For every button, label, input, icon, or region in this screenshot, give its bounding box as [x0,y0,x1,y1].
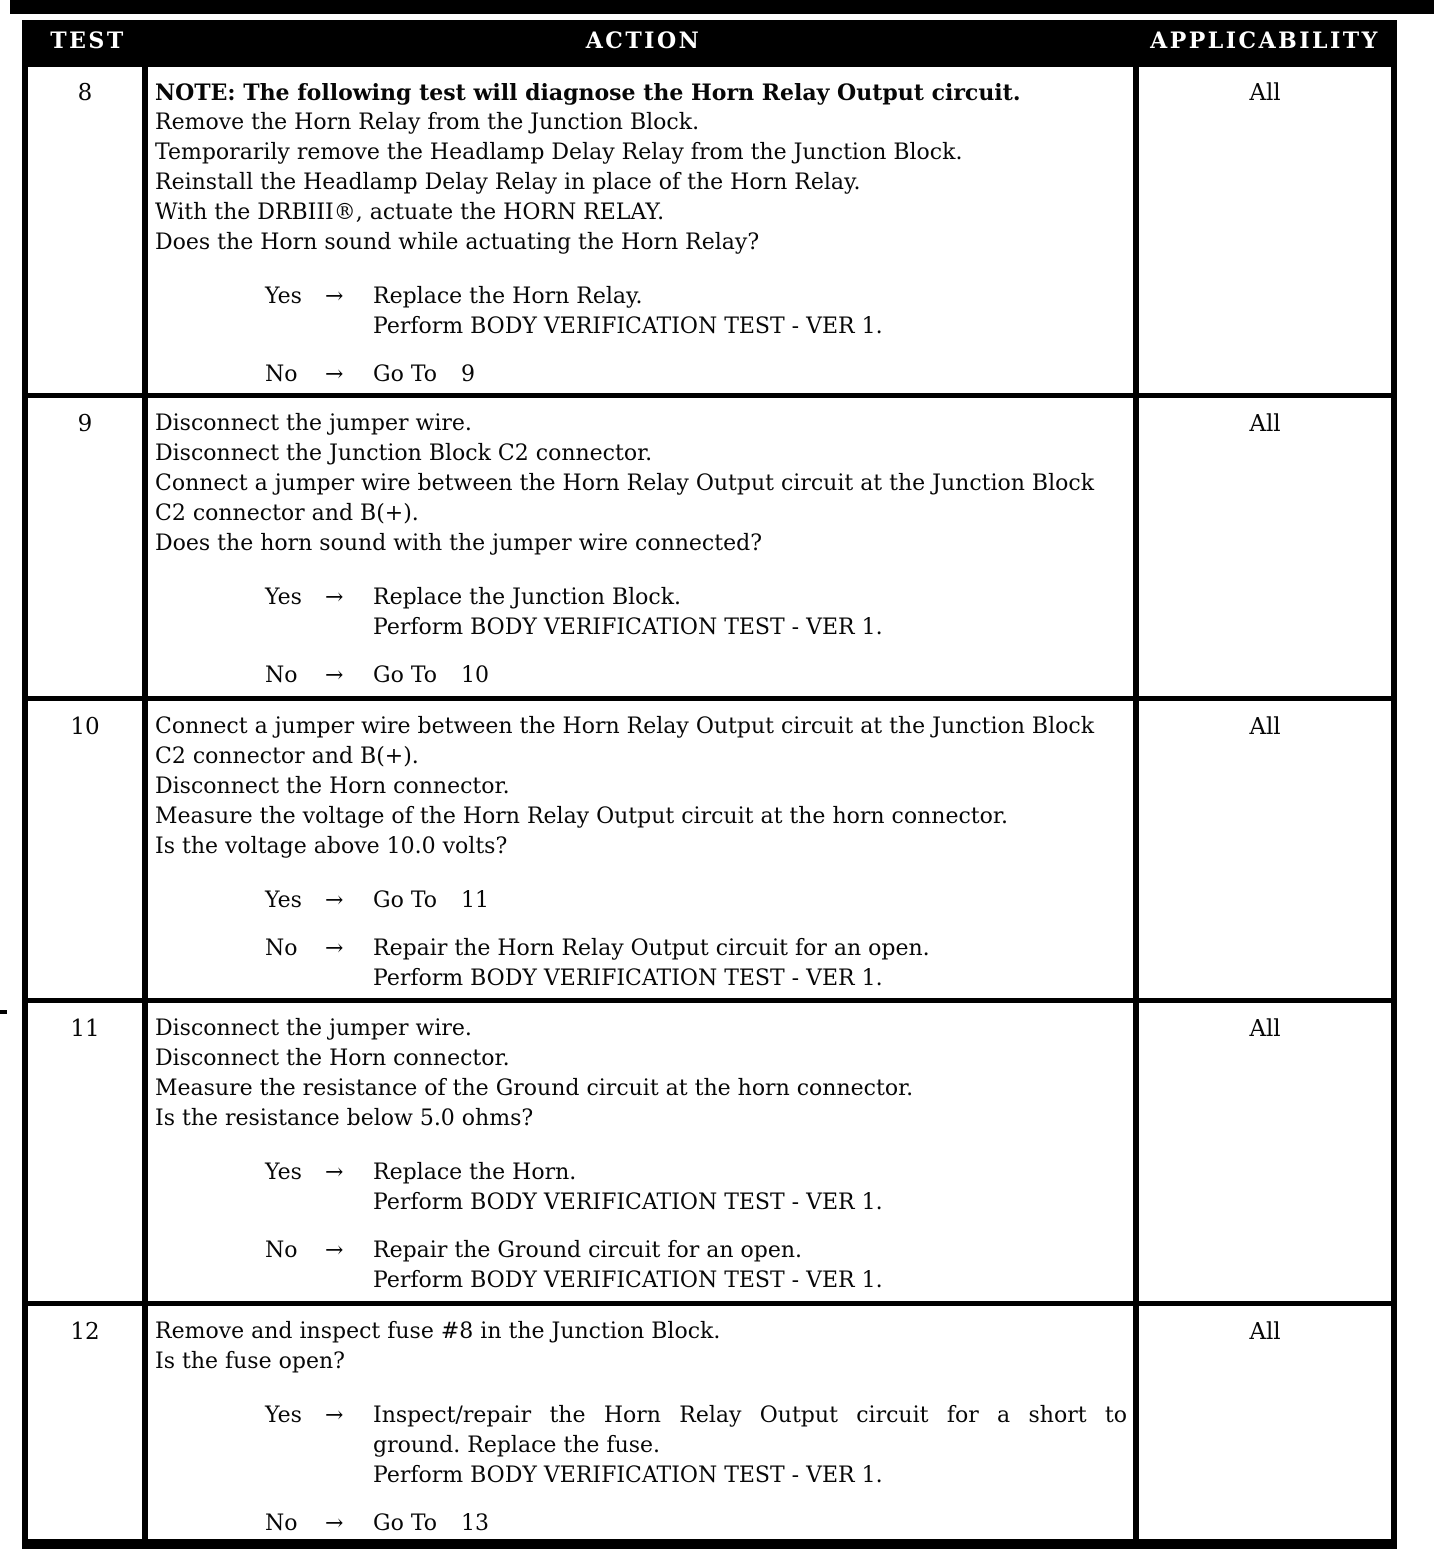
table-row-test-10 [28,696,1391,998]
action-step: Connect a jumper wire between the Horn Relay Output circuit at the Junction Block [155,714,1095,739]
answer-result [373,886,1127,916]
answer-result [373,661,1127,691]
action-step: Disconnect the Junction Block C2 connector. [155,441,653,466]
answer-result [373,360,1127,390]
action-step: Measure the resistance of the Ground circuit at the horn connector. [155,1076,914,1101]
arrow-right-icon: → [325,888,344,913]
result-line: Perform BODY VERIFICATION TEST - VER 1. [373,1268,883,1293]
no-branch [265,661,1127,691]
yes-branch [265,282,1127,342]
test-number: 9 [28,398,148,696]
yes-branch [265,1158,1127,1218]
goto-target: 11 [461,888,490,913]
goto-line [373,1509,1127,1539]
action-step: Is the fuse open? [155,1349,345,1374]
action-step: Connect a jumper wire between the Horn Relay Output circuit at the Junction Block [155,471,1095,496]
arrow-right-icon: → [325,663,344,688]
action-step: Disconnect the Horn connector. [155,774,510,799]
header-test: TEST [50,28,126,54]
no-branch [265,360,1127,390]
goto-label: Go To [373,663,438,688]
action-step: Disconnect the jumper wire. [155,1016,472,1041]
diagnostic-test-table [22,20,1397,1549]
result-line: Repair the Horn Relay Output circuit for an open. [373,936,930,961]
arrow-right-icon: → [325,362,344,387]
answer-label: No [265,936,298,961]
result-line: Perform BODY VERIFICATION TEST - VER 1. [373,314,883,339]
no-branch [265,1236,1127,1296]
action-step: Disconnect the jumper wire. [155,411,472,436]
result-line: Repair the Ground circuit for an open. [373,1238,803,1263]
goto-line [373,360,1127,390]
action-step: Temporarily remove the Headlamp Delay Relay from the Junction Block. [155,140,963,165]
action-step: Remove and inspect fuse #8 in the Junction Block. [155,1319,721,1344]
result-line: Replace the Horn Relay. [373,284,643,309]
goto-line [373,886,1127,916]
answer-result [373,282,1127,342]
action-step: Is the voltage above 10.0 volts? [155,834,508,859]
answer-label: No [265,1511,298,1536]
applicability-value: All [1249,1319,1281,1345]
yes-branch [265,1401,1127,1491]
action-cell [148,1306,1139,1539]
header-action: ACTION [585,28,702,54]
yes-branch [265,886,1127,916]
action-step: Measure the voltage of the Horn Relay Output circuit at the horn connector. [155,804,1008,829]
goto-target: 9 [461,362,476,387]
applicability-value: All [1249,80,1281,106]
action-step: Does the Horn sound while actuating the Horn Relay? [155,230,760,255]
result-line: Perform BODY VERIFICATION TEST - VER 1. [373,1190,883,1215]
answer-label: Yes [265,585,302,610]
scan-noise-top-bar [10,0,1434,14]
action-step: With the DRBIII®, actuate the HORN RELAY. [155,200,665,225]
action-step: C2 connector and B(+). [155,744,419,769]
action-step: Is the resistance below 5.0 ohms? [155,1106,534,1131]
action-step: Reinstall the Headlamp Delay Relay in place of the Horn Relay. [155,170,861,195]
arrow-right-icon: → [325,1238,344,1263]
action-step: C2 connector and B(+). [155,501,419,526]
table-row-test-8 [28,62,1391,393]
arrow-right-icon: → [325,585,344,610]
action-cell [148,398,1139,696]
applicability-value: All [1249,411,1281,437]
arrow-right-icon: → [325,1160,344,1185]
test-number: 12 [28,1306,148,1539]
goto-target: 13 [461,1511,490,1536]
action-step: Disconnect the Horn connector. [155,1046,510,1071]
scan-noise-speck [0,1010,7,1014]
answer-result [373,583,1127,643]
action-note: NOTE: The following test will diagnose the Horn Relay Output circuit. [155,80,1021,106]
result-line: Replace the Junction Block. [373,585,682,610]
answer-result [373,1236,1127,1296]
result-line: Perform BODY VERIFICATION TEST - VER 1. [373,1463,883,1488]
answer-result [373,1401,1127,1491]
action-cell [148,1003,1139,1301]
result-line: Inspect/repair the Horn Relay Output circuit for a short to [373,1403,1127,1428]
table-row-test-9 [28,393,1391,696]
answer-label: Yes [265,284,302,309]
result-line: ground. Replace the fuse. [373,1433,661,1458]
arrow-right-icon: → [325,1403,344,1428]
result-line: Perform BODY VERIFICATION TEST - VER 1. [373,615,883,640]
result-line: Replace the Horn. [373,1160,577,1185]
table-row-test-12 [28,1301,1391,1539]
action-cell [148,67,1139,393]
test-number: 10 [28,701,148,998]
table-row-test-11 [28,998,1391,1301]
goto-target: 10 [461,663,490,688]
result-line: Perform BODY VERIFICATION TEST - VER 1. [373,966,883,991]
action-step: Remove the Horn Relay from the Junction Block. [155,110,700,135]
answer-label: Yes [265,1160,302,1185]
answer-label: Yes [265,888,302,913]
applicability-value: All [1249,1016,1281,1042]
answer-result [373,1509,1127,1539]
test-number: 8 [28,67,148,393]
answer-label: No [265,1238,298,1263]
table-header-row [28,20,1391,62]
answer-result [373,934,1127,994]
no-branch [265,1509,1127,1539]
arrow-right-icon: → [325,1511,344,1536]
action-step: Does the horn sound with the jumper wire connected? [155,531,762,556]
arrow-right-icon: → [325,284,344,309]
no-branch [265,934,1127,994]
action-cell [148,701,1139,998]
header-applicability: APPLICABILITY [1150,28,1380,54]
test-number: 11 [28,1003,148,1301]
answer-result [373,1158,1127,1218]
goto-label: Go To [373,888,438,913]
yes-branch [265,583,1127,643]
answer-label: No [265,362,298,387]
goto-label: Go To [373,362,438,387]
goto-label: Go To [373,1511,438,1536]
answer-label: Yes [265,1403,302,1428]
goto-line [373,661,1127,691]
answer-label: No [265,663,298,688]
arrow-right-icon: → [325,936,344,961]
applicability-value: All [1249,714,1281,740]
